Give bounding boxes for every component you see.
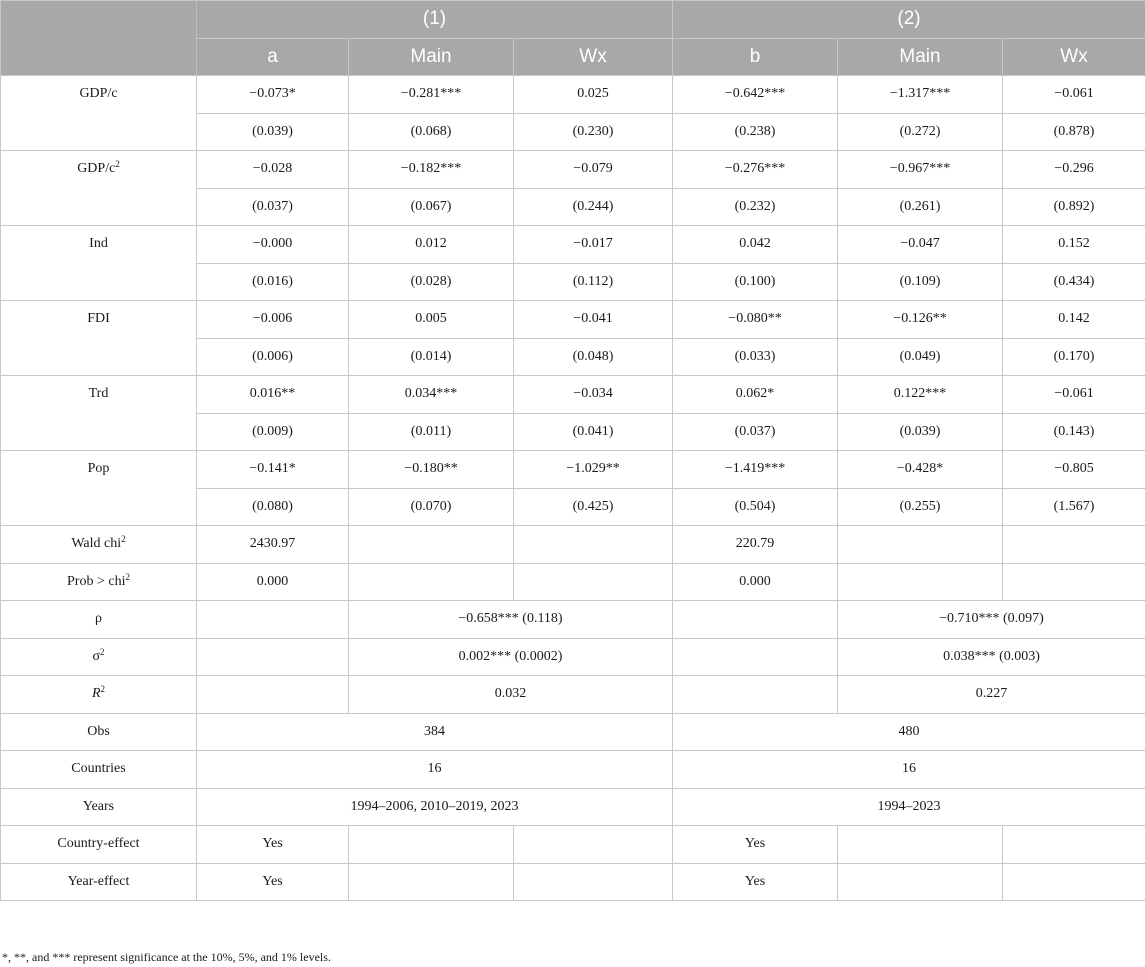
coef-cell: −0.061	[1003, 376, 1145, 414]
cell-wald-2: 220.79	[673, 526, 838, 564]
coef-cell: 0.062*	[673, 376, 838, 414]
row-label-years: Years	[1, 788, 197, 826]
coef-cell: −0.034	[514, 376, 673, 414]
cell-years-2: 1994–2023	[673, 788, 1145, 826]
cell-prob-2: 0.000	[673, 563, 838, 601]
header-group-2: (2)	[673, 1, 1145, 39]
empty-cell	[349, 826, 514, 864]
row-label-country-effect: Country-effect	[1, 826, 197, 864]
coef-cell: −0.276***	[673, 151, 838, 189]
table-row	[1, 301, 1145, 339]
cell-year-effect-2: Yes	[673, 863, 838, 901]
empty-cell	[1003, 826, 1145, 864]
empty-cell	[197, 676, 349, 714]
table-body	[1, 76, 1145, 526]
header-sub-a: a	[197, 38, 349, 76]
se-cell: (0.878)	[1003, 113, 1145, 151]
coef-cell: −0.041	[514, 301, 673, 339]
se-cell: (0.238)	[673, 113, 838, 151]
empty-cell	[673, 601, 838, 639]
coef-cell: 0.152	[1003, 226, 1145, 264]
se-cell: (0.244)	[514, 188, 673, 226]
coef-cell: −0.047	[838, 226, 1003, 264]
row-label: Ind	[1, 226, 197, 301]
row-label: GDP/$c^2$	[1, 151, 197, 226]
cell-wald-1: 2430.97	[197, 526, 349, 564]
coef-cell: −0.126**	[838, 301, 1003, 339]
table-row-year-effect	[1, 863, 1145, 901]
se-cell: (0.033)	[673, 338, 838, 376]
table-footnote: *, **, and *** represent significance at the 10%, 5%, and 1% levels.	[2, 950, 331, 964]
header-sub-main-2: Main	[838, 38, 1003, 76]
empty-cell	[514, 863, 673, 901]
table-row	[1, 76, 1145, 114]
cell-obs-1: 384	[197, 713, 673, 751]
coef-cell: −0.967***	[838, 151, 1003, 189]
row-label-prob: Prob > chi$^2$	[1, 563, 197, 601]
header-corner	[1, 1, 197, 76]
se-cell: (0.048)	[514, 338, 673, 376]
empty-cell	[1003, 863, 1145, 901]
se-cell: (0.039)	[838, 413, 1003, 451]
cell-r2-2: 0.227	[838, 676, 1145, 714]
se-cell: (0.230)	[514, 113, 673, 151]
cell-rho-1: −0.658*** (0.118)	[349, 601, 673, 639]
coef-cell: −0.428*	[838, 451, 1003, 489]
se-cell: (0.037)	[673, 413, 838, 451]
cell-sigma-1: 0.002*** (0.0002)	[349, 638, 673, 676]
se-cell: (0.011)	[349, 413, 514, 451]
table-row	[1, 376, 1145, 414]
coef-cell: −0.073*	[197, 76, 349, 114]
se-cell: (0.068)	[349, 113, 514, 151]
row-label-rho: ρ	[1, 601, 197, 639]
se-cell: (0.255)	[838, 488, 1003, 526]
empty-cell	[514, 826, 673, 864]
se-cell: (0.425)	[514, 488, 673, 526]
cell-year-effect-1: Yes	[197, 863, 349, 901]
coef-cell: 0.025	[514, 76, 673, 114]
se-cell: (0.504)	[673, 488, 838, 526]
se-cell: (0.892)	[1003, 188, 1145, 226]
header-sub-b: b	[673, 38, 838, 76]
table-row-prob	[1, 563, 1145, 601]
header-row-groups	[1, 1, 1145, 39]
empty-cell	[349, 563, 514, 601]
se-cell: (0.016)	[197, 263, 349, 301]
coef-cell: 0.005	[349, 301, 514, 339]
table-row-rho	[1, 601, 1145, 639]
coef-cell: −0.281***	[349, 76, 514, 114]
coef-cell: 0.016**	[197, 376, 349, 414]
empty-cell	[197, 601, 349, 639]
coef-cell: −0.080**	[673, 301, 838, 339]
coef-cell: −0.079	[514, 151, 673, 189]
row-label-r2: $R^2$	[1, 676, 197, 714]
empty-cell	[514, 563, 673, 601]
row-label-year-effect: Year-effect	[1, 863, 197, 901]
coef-cell: −0.182***	[349, 151, 514, 189]
cell-years-1: 1994–2006, 2010–2019, 2023	[197, 788, 673, 826]
empty-cell	[197, 638, 349, 676]
coef-cell: 0.122***	[838, 376, 1003, 414]
row-label: Pop	[1, 451, 197, 526]
empty-cell	[838, 826, 1003, 864]
table-row	[1, 451, 1145, 489]
se-cell: (0.037)	[197, 188, 349, 226]
se-cell: (0.434)	[1003, 263, 1145, 301]
se-cell: (1.567)	[1003, 488, 1145, 526]
empty-cell	[349, 863, 514, 901]
empty-cell	[1003, 563, 1145, 601]
coef-cell: −0.805	[1003, 451, 1145, 489]
cell-rho-2: −0.710*** (0.097)	[838, 601, 1145, 639]
table-row-country-effect	[1, 826, 1145, 864]
coef-cell: −0.061	[1003, 76, 1145, 114]
table-row-sigma	[1, 638, 1145, 676]
se-cell: (0.080)	[197, 488, 349, 526]
cell-countries-1: 16	[197, 751, 673, 789]
table-row-wald	[1, 526, 1145, 564]
empty-cell	[514, 526, 673, 564]
row-label: FDI	[1, 301, 197, 376]
coef-cell: −0.000	[197, 226, 349, 264]
se-cell: (0.039)	[197, 113, 349, 151]
se-cell: (0.009)	[197, 413, 349, 451]
row-label-sigma: $\sigma^2$	[1, 638, 197, 676]
se-cell: (0.112)	[514, 263, 673, 301]
empty-cell	[838, 526, 1003, 564]
header-sub-main-1: Main	[349, 38, 514, 76]
table-row	[1, 226, 1145, 264]
se-cell: (0.170)	[1003, 338, 1145, 376]
empty-cell	[349, 526, 514, 564]
cell-prob-1: 0.000	[197, 563, 349, 601]
empty-cell	[838, 863, 1003, 901]
se-cell: (0.272)	[838, 113, 1003, 151]
coef-cell: 0.042	[673, 226, 838, 264]
coef-cell: 0.012	[349, 226, 514, 264]
table-row-years	[1, 788, 1145, 826]
table-row-r2	[1, 676, 1145, 714]
header-sub-wx-1: Wx	[514, 38, 673, 76]
cell-country-effect-1: Yes	[197, 826, 349, 864]
row-label-obs: Obs	[1, 713, 197, 751]
empty-cell	[673, 638, 838, 676]
empty-cell	[1003, 526, 1145, 564]
empty-cell	[838, 563, 1003, 601]
se-cell: (0.006)	[197, 338, 349, 376]
cell-sigma-2: 0.038*** (0.003)	[838, 638, 1145, 676]
coef-cell: −0.017	[514, 226, 673, 264]
se-cell: (0.261)	[838, 188, 1003, 226]
se-cell: (0.143)	[1003, 413, 1145, 451]
se-cell: (0.070)	[349, 488, 514, 526]
coef-cell: −1.029**	[514, 451, 673, 489]
se-cell: (0.067)	[349, 188, 514, 226]
row-label: Trd	[1, 376, 197, 451]
se-cell: (0.100)	[673, 263, 838, 301]
se-cell: (0.109)	[838, 263, 1003, 301]
header-group-1: (1)	[197, 1, 673, 39]
coef-cell: −0.141*	[197, 451, 349, 489]
cell-country-effect-2: Yes	[673, 826, 838, 864]
row-label-wald: Wald chi$^2$	[1, 526, 197, 564]
coef-cell: −0.006	[197, 301, 349, 339]
cell-countries-2: 16	[673, 751, 1145, 789]
row-label-countries: Countries	[1, 751, 197, 789]
table-row-obs	[1, 713, 1145, 751]
table-row	[1, 151, 1145, 189]
coef-cell: 0.142	[1003, 301, 1145, 339]
coef-cell: −0.180**	[349, 451, 514, 489]
se-cell: (0.232)	[673, 188, 838, 226]
se-cell: (0.041)	[514, 413, 673, 451]
table-row-countries	[1, 751, 1145, 789]
coef-cell: −0.642***	[673, 76, 838, 114]
se-cell: (0.028)	[349, 263, 514, 301]
empty-cell	[673, 676, 838, 714]
header-sub-wx-2: Wx	[1003, 38, 1145, 76]
row-label: GDP/c	[1, 76, 197, 151]
coef-cell: −1.419***	[673, 451, 838, 489]
coef-cell: −0.028	[197, 151, 349, 189]
cell-obs-2: 480	[673, 713, 1145, 751]
coef-cell: 0.034***	[349, 376, 514, 414]
cell-r2-1: 0.032	[349, 676, 673, 714]
se-cell: (0.049)	[838, 338, 1003, 376]
coef-cell: −1.317***	[838, 76, 1003, 114]
coef-cell: −0.296	[1003, 151, 1145, 189]
se-cell: (0.014)	[349, 338, 514, 376]
table-stats	[1, 526, 1145, 901]
